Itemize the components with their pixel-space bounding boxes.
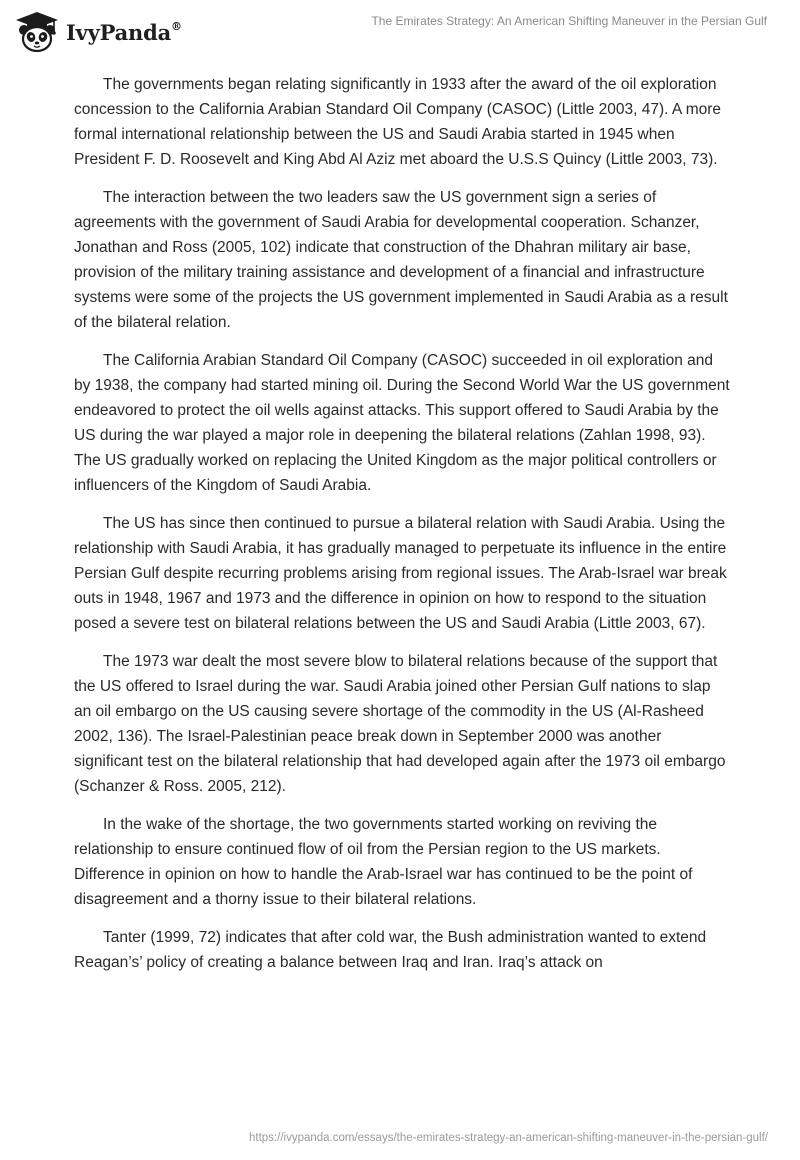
brand-name [66, 20, 182, 45]
paragraph: The governments began relating significantly in 1933 after the award of the oil exploration concession to the California Arabian Standard Oil Company (CASOC) (Little 2003, 47). A more formal international relationship between the US and Saudi Arabia started in 1945 when President F. D. Roosevelt and King Abd Al Aziz met aboard the U.S.S Quincy (Little 2003, 73). [74, 76, 722, 168]
paragraph: The 1973 war dealt the most severe blow to bilateral relations because of the support that the US offered to Israel during the war. Saudi Arabia joined other Persian Gulf nations to slap an oil embargo on the US causing severe shortage of the commodity in the US (Al-Rasheed 2002, 136). The Israel-Palestinian peace break down in September 2000 was another significant test on the bilateral relationship that had developed again after the 1973 oil embargo (Schanzer & Ross. 2005, 212). [74, 653, 726, 795]
paragraph: Tanter (1999, 72) indicates that after cold war, the Bush administration wanted to extend Reagan’s’ policy of creating a balance between Iraq and Iran. Iraq’s attack on [74, 929, 707, 971]
registered-mark: ® [171, 19, 182, 33]
page-header [0, 0, 800, 64]
source-url[interactable]: https://ivypanda.com/essays/the-emirates-strategy-an-american-shifting-maneuver-in-the-persian-gulf/ [249, 1132, 768, 1144]
panda-graduate-icon [14, 10, 60, 54]
brand-logo[interactable] [14, 10, 182, 54]
paragraph: The interaction between the two leaders saw the US government sign a series of agreements with the government of Saudi Arabia for developmental cooperation. Schanzer, Jonathan and Ross (2005, 102) indicate that construction of the Dhahran military air base, provision of the military training assistance and development of a financial and infrastructure systems were some of the projects the US government implemented in Saudi Arabia as a result of the bilateral relation. [74, 189, 728, 331]
paragraph: The California Arabian Standard Oil Company (CASOC) succeeded in oil exploration and by 1938, the company had started mining oil. During the Second World War the US government endeavored to protect the oil wells against attacks. This support offered to Saudi Arabia by the US during the war played a major role in deepening the bilateral relations (Zahlan 1998, 93). The US gradually worked on replacing the United Kingdom as the major political controllers or influencers of the Kingdom of Saudi Arabia. [74, 352, 730, 494]
paragraph: In the wake of the shortage, the two governments started working on reviving the relationship to ensure continued flow of oil from the Persian region to the US markets. Difference in opinion on how to handle the Arab-Israel war has continued to be the point of disagreement and a thorny issue to their bilateral relations. [74, 816, 693, 908]
document-title: The Emirates Strategy: An American Shifting Maneuver in the Persian Gulf [371, 14, 767, 28]
essay-body [74, 72, 730, 988]
brand-name-text: IvyPanda [66, 19, 172, 45]
paragraph: The US has since then continued to pursue a bilateral relation with Saudi Arabia. Using the relationship with Saudi Arabia, it has gradually managed to perpetuate its influence in the entire Persian Gulf despite recurring problems arising from regional issues. The Arab-Israel war break outs in 1948, 1967 and 1973 and the difference in opinion on how to respond to the situation posed a severe test on bilateral relations between the US and Saudi Arabia (Little 2003, 67). [74, 515, 727, 632]
